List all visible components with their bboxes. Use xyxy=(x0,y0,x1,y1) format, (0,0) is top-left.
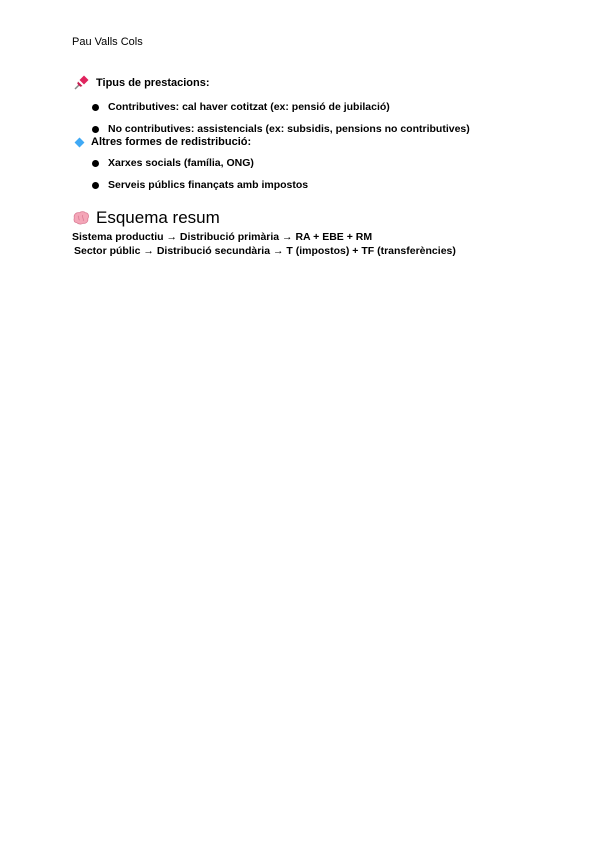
prestacions-title: Tipus de prestacions: xyxy=(96,77,210,89)
author-name: Pau Valls Cols xyxy=(72,36,143,48)
brain-icon xyxy=(72,210,90,226)
summary-line-1: Sistema productiu → Distribució primària → RA + EBE + RM xyxy=(72,231,373,243)
redistribucio-heading xyxy=(72,136,308,148)
list-item: Serveis públics finançats amb impostos xyxy=(72,174,308,196)
redistribucio-list xyxy=(72,152,308,196)
list-item: Xarxes socials (família, ONG) xyxy=(72,152,308,174)
summary-title: Esquema resum xyxy=(96,208,220,227)
list-item: Contributives: cal haver cotitzat (ex: pensió de jubilació) xyxy=(72,96,470,118)
prestacions-section xyxy=(72,74,470,140)
summary-heading xyxy=(72,208,220,228)
blue-diamond-icon xyxy=(75,137,85,147)
summary-line-2: Sector públic → Distribució secundària → T (impostos) + TF (transferències) xyxy=(74,245,456,257)
pushpin-icon xyxy=(72,74,90,92)
prestacions-list xyxy=(72,96,470,140)
redistribucio-title: Altres formes de redistribució: xyxy=(91,136,252,148)
prestacions-heading xyxy=(72,74,470,92)
redistribucio-section xyxy=(72,136,308,196)
list-item: No contributives: assistencials (ex: subsidis, pensions no contributives) xyxy=(72,118,470,140)
